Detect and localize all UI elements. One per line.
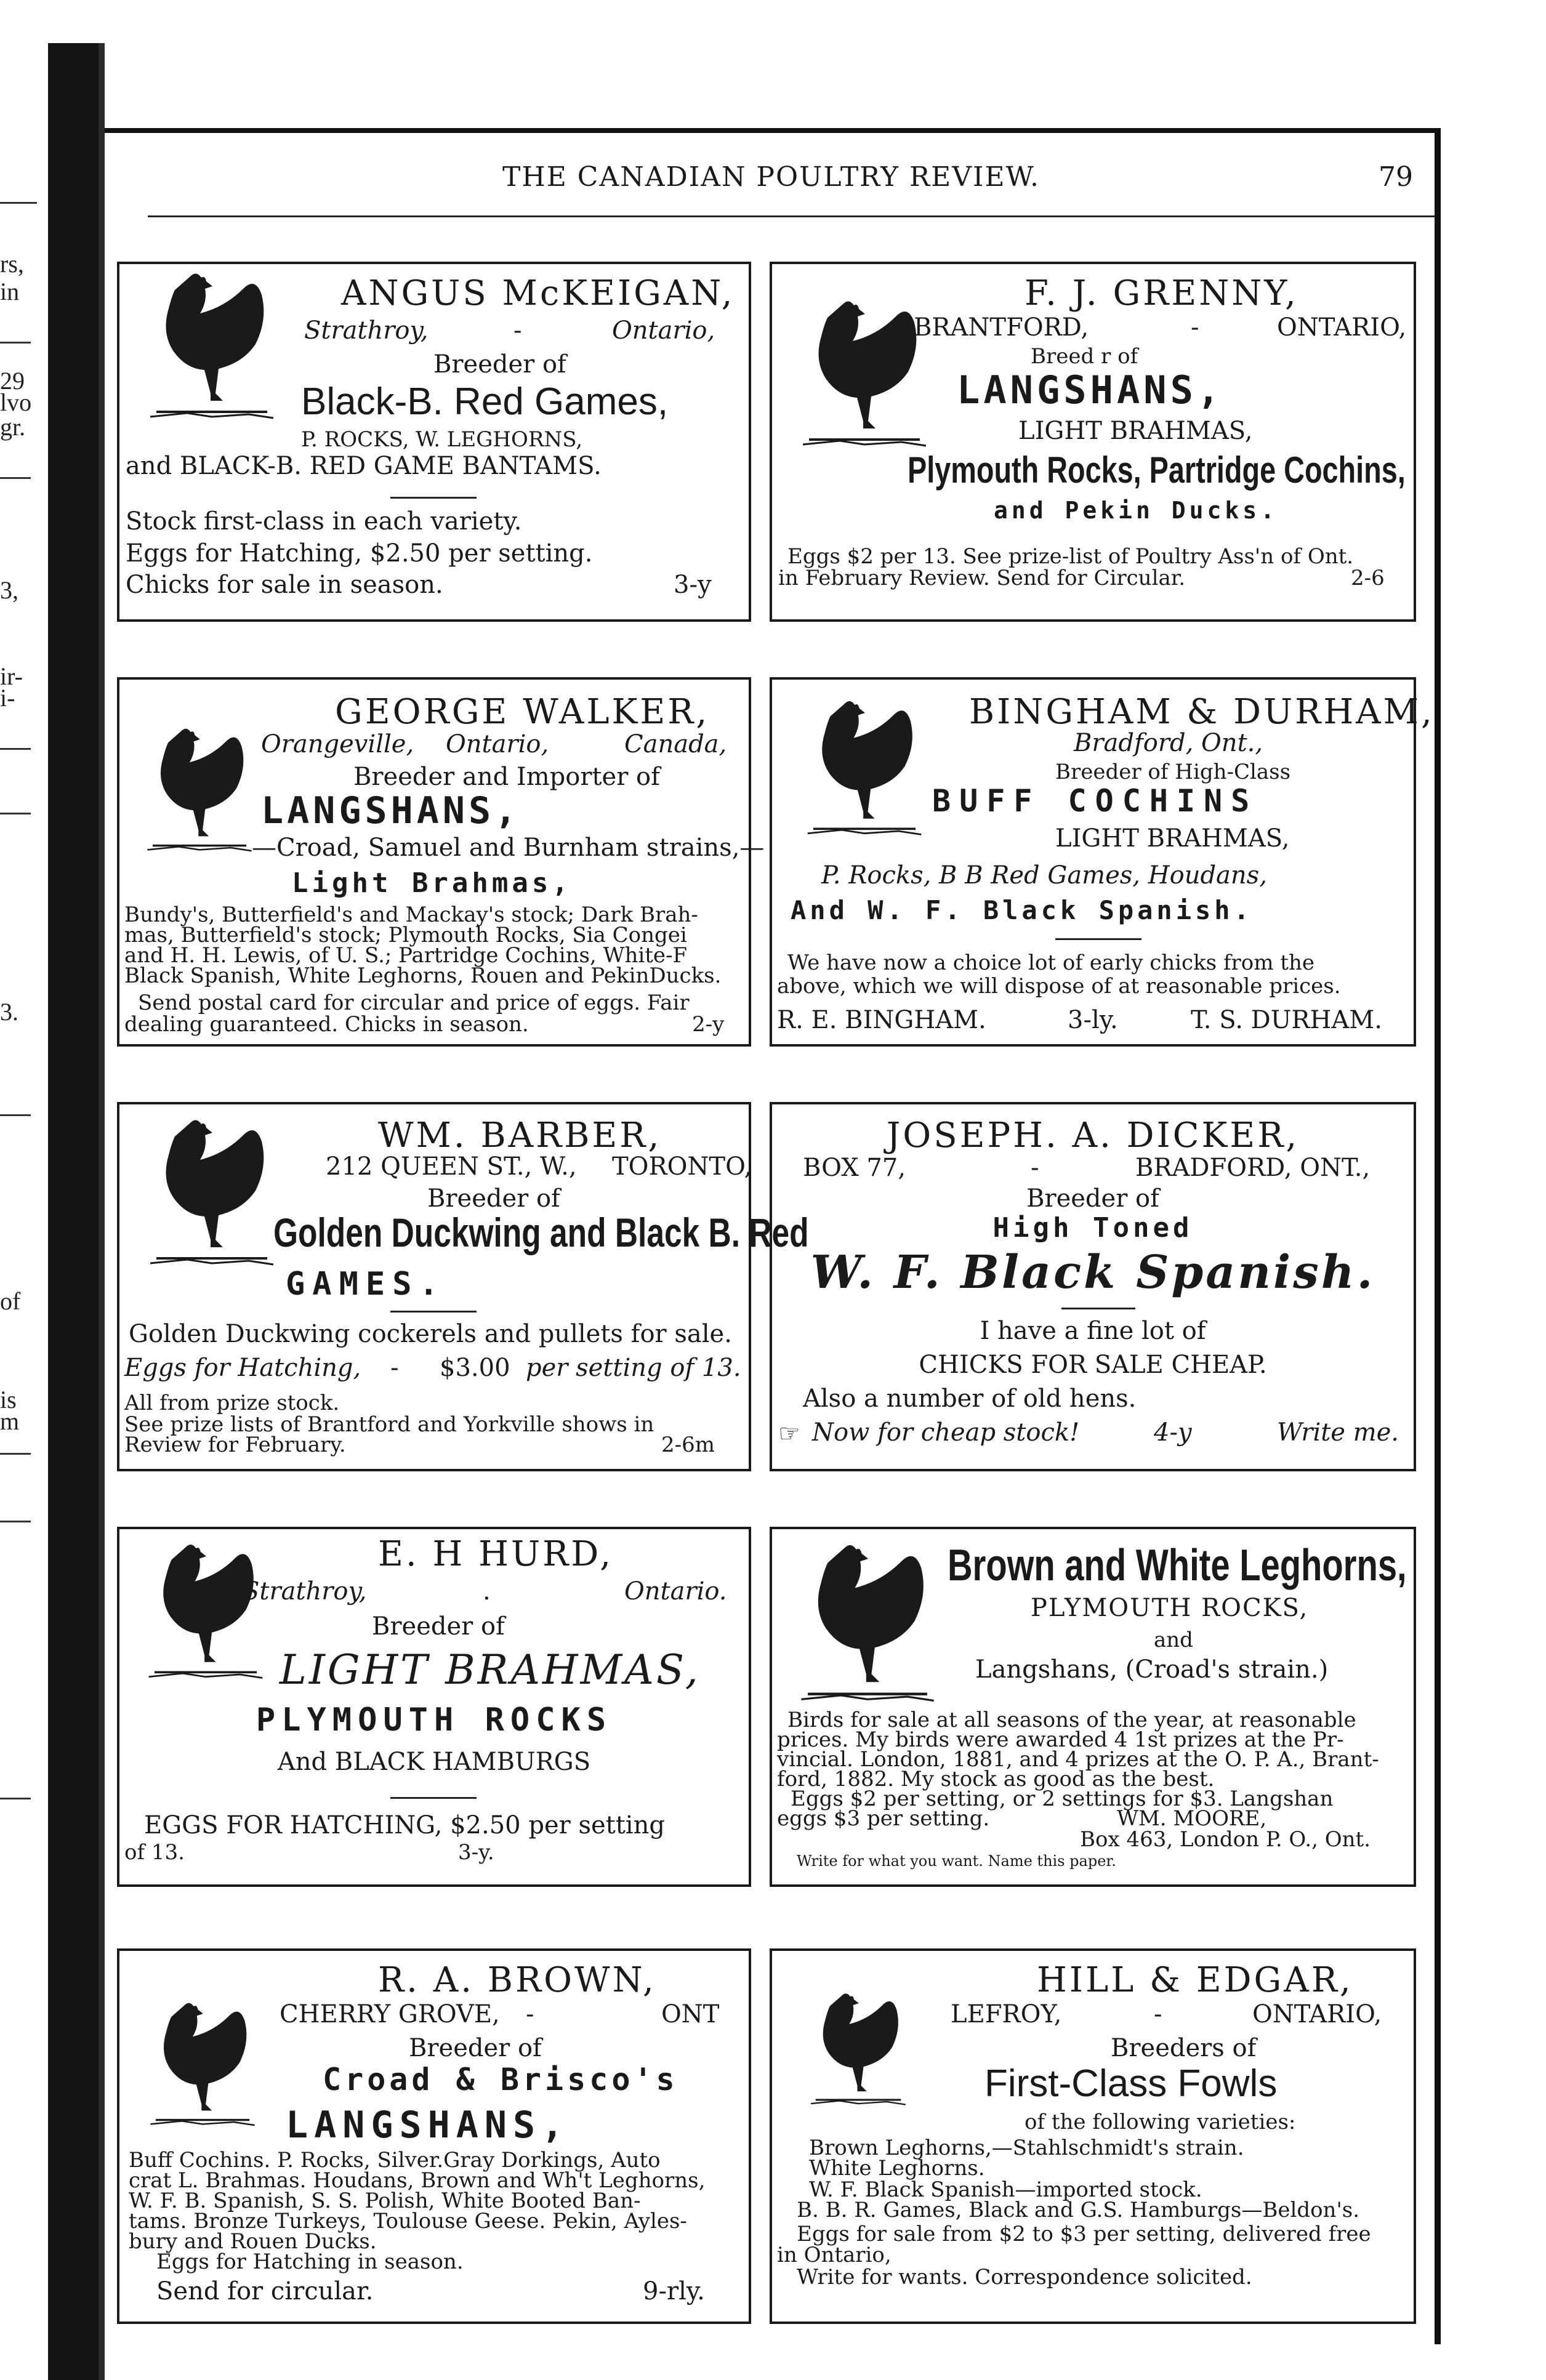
page-frame-top bbox=[105, 128, 1438, 133]
breeder-name: R. A. BROWN, bbox=[378, 1960, 656, 2000]
ad-line: of the following varieties: bbox=[1025, 2110, 1296, 2134]
ad-line: And BLACK HAMBURGS bbox=[277, 1748, 591, 1776]
ad-line: W. F. Black Spanish—imported stock. bbox=[809, 2177, 1202, 2202]
signature: T. S. DURHAM. bbox=[1191, 1006, 1382, 1034]
margin-rule bbox=[0, 202, 37, 204]
ad-line: and BLACK-B. RED GAME BANTAMS. bbox=[126, 452, 602, 480]
margin-rule bbox=[0, 1798, 31, 1799]
margin-fragment: rs, bbox=[0, 250, 24, 278]
ad-line: vincial. London, 1881, and 4 prizes at the O. P. A., Brant- bbox=[777, 1747, 1379, 1772]
margin-rule bbox=[0, 1114, 31, 1116]
margin-fragment: 3, bbox=[0, 576, 18, 604]
margin-rule bbox=[0, 477, 31, 479]
journal-title: THE CANADIAN POULTRY REVIEW. bbox=[502, 161, 1041, 193]
margin-fragment: ir- bbox=[0, 662, 23, 690]
ad-line: Chicks for sale in season. bbox=[126, 571, 443, 599]
margin-fragment: lvo bbox=[0, 388, 32, 416]
ad-headline: First-Class Fowls bbox=[984, 2062, 1278, 2105]
ad-line-bold: Plymouth Rocks, Partridge Cochins, bbox=[908, 449, 1406, 491]
margin-fragment: m bbox=[0, 1407, 20, 1435]
breeder-of-label: Breeder of bbox=[433, 350, 566, 379]
ad-line: —Croad, Samuel and Burnham strains,— bbox=[252, 834, 765, 862]
ad-line: P. Rocks, B B Red Games, Houdans, bbox=[821, 861, 1267, 890]
ad-headline: Croad & Brisco's bbox=[323, 2062, 678, 2097]
ad-line: P. ROCKS, W. LEGHORNS, bbox=[301, 427, 583, 452]
ad-line: W. F. B. Spanish, S. S. Polish, White Booted Ban- bbox=[129, 2189, 641, 2213]
ad-line: Langshans, (Croad's strain.) bbox=[975, 1655, 1329, 1684]
margin-fragment: is bbox=[0, 1386, 17, 1413]
breeder-name: JOSEPH. A. DICKER, bbox=[886, 1116, 1300, 1156]
ad-line: and H. H. Lewis, of U. S.; Partridge Cochins, White-F bbox=[124, 943, 688, 968]
province: ONT bbox=[661, 2000, 720, 2028]
ad-headline: BUFF COCHINS bbox=[932, 783, 1258, 819]
ad-line: bury and Rouen Ducks. bbox=[129, 2229, 377, 2254]
breeder-name: ANGUS McKEIGAN, bbox=[341, 273, 735, 313]
separator bbox=[1061, 1308, 1135, 1309]
ad-line: Birds for sale at all seasons of the year, at reasonable bbox=[787, 1708, 1356, 1732]
ad-line: ford, 1882. My stock as good as the best. bbox=[777, 1767, 1215, 1791]
ad-code: 2-6m bbox=[661, 1433, 715, 1457]
ad-eh-hurd bbox=[117, 1527, 751, 1887]
eggs-label: Eggs for Hatching, bbox=[124, 1354, 361, 1382]
ad-line: Also a number of old hens. bbox=[803, 1385, 1137, 1413]
ad-footnote: Write for what you want. Name this paper. bbox=[797, 1852, 1116, 1870]
ad-line: We have now a choice lot of early chicks from the bbox=[787, 951, 1315, 975]
ad-line: in February Review. Send for Circular. bbox=[778, 566, 1186, 590]
ad-line: above, which we will dispose of at reasonable prices. bbox=[777, 974, 1341, 999]
margin-fragment: 29 bbox=[0, 367, 25, 395]
separator bbox=[390, 1311, 477, 1313]
rooster-illustration bbox=[781, 1535, 954, 1720]
dash: - bbox=[390, 1354, 399, 1382]
ad-line: Stock first-class in each variety. bbox=[126, 507, 522, 536]
ad-line: EGGS FOR HATCHING, $2.50 per setting bbox=[144, 1811, 665, 1839]
town: Strathroy, bbox=[243, 1577, 367, 1606]
town: BRANTFORD, bbox=[914, 313, 1089, 342]
ad-code: 3-y bbox=[674, 571, 712, 599]
header-rule bbox=[148, 215, 1435, 217]
breeder-of-label: Breeder and Importer of bbox=[353, 763, 660, 791]
pointing-hand-icon: ☞ bbox=[778, 1420, 800, 1448]
ad-line: Write for wants. Correspondence solicited. bbox=[797, 2265, 1252, 2290]
margin-fragment: in bbox=[0, 278, 20, 305]
dash: - bbox=[1031, 1154, 1039, 1182]
margin-fragment: gr. bbox=[0, 413, 26, 441]
margin-rule bbox=[0, 1453, 31, 1455]
ad-line: mas, Butterfield's stock; Plymouth Rocks, Sia Congei bbox=[124, 923, 687, 947]
ad-line: crat L. Brahmas. Houdans, Brown and Wh't Leghorns, bbox=[129, 2168, 706, 2193]
breeder-name: HILL & EDGAR, bbox=[1037, 1960, 1353, 2000]
address: Box 463, London P. O., Ont. bbox=[1080, 1827, 1371, 1852]
separator bbox=[390, 1797, 477, 1799]
ad-line: And W. F. Black Spanish. bbox=[791, 895, 1253, 925]
breeder-of-label: Breeder of bbox=[409, 2034, 542, 2062]
breeder-name: WM. BARBER, bbox=[378, 1116, 662, 1156]
ad-line: Eggs $2 per 13. See prize-list of Poultry Ass'n of Ont. bbox=[787, 544, 1354, 569]
breeder-name: BINGHAM & DURHAM, bbox=[969, 692, 1435, 732]
ad-code: 3-y. bbox=[458, 1840, 494, 1865]
town: BRADFORD, ONT., bbox=[1135, 1154, 1371, 1182]
breeder-name: GEORGE WALKER, bbox=[335, 692, 710, 732]
ad-wm-moore bbox=[770, 1527, 1416, 1887]
ad-line: Review for February. bbox=[124, 1433, 346, 1457]
ad-headline: Golden Duckwing and Black B. Red bbox=[273, 1210, 809, 1255]
eggs-tail: per setting of 13. bbox=[526, 1354, 741, 1382]
province: Ontario. bbox=[624, 1577, 727, 1606]
town: Orangeville, bbox=[261, 730, 414, 758]
ad-code: 2-y bbox=[692, 1012, 725, 1037]
ad-line: of 13. bbox=[124, 1840, 185, 1865]
town: Strathroy, bbox=[304, 316, 429, 345]
ad-headline-breed: PLYMOUTH ROCKS bbox=[256, 1702, 613, 1739]
dash: - bbox=[1191, 313, 1199, 342]
ad-line: and bbox=[1154, 1628, 1193, 1652]
dash: - bbox=[526, 2000, 534, 2028]
rooster-illustration bbox=[784, 279, 944, 476]
province: ONTARIO, bbox=[1277, 313, 1407, 342]
ad-headline: High Toned bbox=[992, 1212, 1193, 1244]
separator bbox=[390, 497, 477, 499]
breeder-of-label: Breeder of bbox=[427, 1184, 560, 1213]
ad-line: Eggs for sale from $2 to $3 per setting, delivered free bbox=[797, 2222, 1371, 2246]
separator bbox=[1055, 938, 1141, 940]
margin-rule bbox=[0, 1521, 31, 1522]
ad-george-walker bbox=[117, 677, 765, 1047]
ad-line: eggs $3 per setting. bbox=[777, 1806, 990, 1831]
breeder-name: E. H HURD, bbox=[378, 1534, 614, 1574]
breeder-name: F. J. GRENNY, bbox=[1025, 273, 1298, 313]
breeder-of-label: Breed r of bbox=[1031, 344, 1138, 369]
rooster-illustration bbox=[135, 1988, 270, 2148]
ad-code: 3-ly. bbox=[1068, 1006, 1118, 1034]
ad-line: CHICKS FOR SALE CHEAP. bbox=[919, 1351, 1267, 1379]
ad-line: Eggs for Hatching, $2.50 per setting. bbox=[126, 539, 593, 568]
province: ONTARIO, bbox=[1252, 2000, 1382, 2028]
city: TORONTO, bbox=[612, 1152, 752, 1181]
ad-line: Write me. bbox=[1277, 1418, 1399, 1447]
ad-line: LIGHT BRAHMAS, bbox=[1018, 417, 1253, 445]
town: CHERRY GROVE, bbox=[280, 2000, 500, 2028]
province: Ontario, bbox=[612, 316, 715, 345]
rooster-illustration bbox=[797, 1976, 920, 2129]
ad-line: and Pekin Ducks. bbox=[994, 497, 1279, 524]
ad-line: Brown Leghorns,—Stahlschmidt's strain. bbox=[809, 2136, 1244, 2160]
breeder-of-label: Breeders of bbox=[1111, 2034, 1257, 2062]
ad-headline: LIGHT BRAHMAS, bbox=[280, 1646, 701, 1694]
ad-headline: LANGSHANS, bbox=[261, 789, 521, 832]
ad-ra-brown bbox=[117, 1948, 751, 2324]
ad-line: Black Spanish, White Leghorns, Rouen and PekinDucks. bbox=[124, 963, 722, 988]
dot: . bbox=[483, 1577, 491, 1606]
ad-line: prices. My birds were awarded 4 1st prizes at the Pr- bbox=[777, 1727, 1344, 1752]
ad-line: PLYMOUTH ROCKS, bbox=[1031, 1594, 1309, 1622]
ad-hill-edgar bbox=[770, 1948, 1416, 2324]
binding-shadow bbox=[99, 43, 105, 2380]
ad-headline-games: GAMES. bbox=[286, 1266, 446, 1303]
rooster-illustration bbox=[791, 692, 938, 852]
ad-line: B. B. R. Games, Black and G.S. Hamburgs—Beldon's. bbox=[797, 2198, 1360, 2222]
ad-line: All from prize stock. bbox=[124, 1391, 340, 1415]
ad-angus-mckeigan bbox=[117, 262, 751, 622]
ad-line: tams. Bronze Turkeys, Toulouse Geese. Pekin, Ayles- bbox=[129, 2209, 687, 2233]
ad-line: Now for cheap stock! bbox=[812, 1418, 1080, 1447]
town: Bradford, Ont., bbox=[1074, 729, 1263, 757]
breeder-of-label: Breeder of bbox=[372, 1612, 505, 1641]
signature: R. E. BINGHAM. bbox=[777, 1006, 986, 1034]
breeder-of-label: Breeder of High-Class bbox=[1055, 760, 1291, 784]
margin-rule bbox=[0, 748, 31, 750]
ad-code: 4-y bbox=[1154, 1418, 1192, 1447]
ad-code: 2-6 bbox=[1351, 566, 1385, 590]
ad-line: Send for circular. bbox=[156, 2277, 374, 2306]
page-frame-right bbox=[1435, 128, 1441, 2344]
ad-headline: Black-B. Red Games, bbox=[301, 380, 669, 423]
rooster-illustration bbox=[132, 270, 292, 430]
margin-rule bbox=[0, 342, 31, 344]
margin-fragment: 3. bbox=[0, 998, 18, 1026]
binding-edge bbox=[48, 43, 101, 2380]
page-number: 79 bbox=[1379, 161, 1413, 193]
ad-line: LIGHT BRAHMAS, bbox=[1055, 824, 1290, 853]
ad-line: Buff Cochins. P. Rocks, Silver.Gray Dorkings, Auto bbox=[129, 2148, 661, 2173]
country: Canada, bbox=[624, 730, 727, 758]
eggs-price: $3.00 bbox=[440, 1354, 510, 1382]
rooster-illustration bbox=[132, 714, 267, 874]
dash: - bbox=[1154, 2000, 1162, 2028]
breeder-of-label: Breeder of bbox=[1026, 1184, 1159, 1213]
ad-code: 9-rly. bbox=[643, 2277, 705, 2306]
margin-fragment: of bbox=[0, 1287, 21, 1315]
ad-line: Golden Duckwing cockerels and pullets for sale. bbox=[129, 1320, 732, 1348]
ad-joseph-dicker bbox=[770, 1102, 1416, 1471]
ad-line: in Ontario, bbox=[777, 2243, 892, 2267]
province: Ontario, bbox=[446, 730, 549, 758]
dash: - bbox=[513, 316, 522, 345]
town: LEFROY, bbox=[951, 2000, 1062, 2028]
ad-headline: Brown and White Leghorns, bbox=[948, 1541, 1407, 1590]
ad-wm-barber bbox=[117, 1102, 809, 1471]
ad-line: Eggs $2 per setting, or 2 settings for $3. Langshan bbox=[791, 1787, 1334, 1811]
margin-fragment: i- bbox=[0, 684, 15, 712]
ad-line: Bundy's, Butterfield's and Mackay's stock; Dark Brah- bbox=[124, 903, 698, 927]
rooster-illustration bbox=[132, 1532, 280, 1699]
ad-headline-breed: LANGSHANS, bbox=[286, 2104, 570, 2147]
signature: WM. MOORE, bbox=[1117, 1806, 1267, 1831]
ad-headline: LANGSHANS, bbox=[957, 368, 1224, 412]
ad-line: I have a fine lot of bbox=[980, 1317, 1206, 1345]
ad-line: dealing guaranteed. Chicks in season. bbox=[124, 1012, 529, 1037]
margin-rule bbox=[0, 813, 31, 814]
ad-bingham-durham bbox=[770, 677, 1435, 1047]
ad-line: Send postal card for circular and price of eggs. Fair bbox=[138, 991, 690, 1015]
ad-grenny bbox=[770, 262, 1416, 622]
ad-line: Eggs for Hatching in season. bbox=[156, 2249, 464, 2274]
ad-line: Light Brahmas, bbox=[292, 867, 572, 899]
ad-line: See prize lists of Brantford and Yorkville shows in bbox=[124, 1412, 654, 1437]
ad-line: White Leghorns. bbox=[809, 2156, 985, 2181]
box: BOX 77, bbox=[803, 1154, 906, 1182]
running-header bbox=[105, 161, 1438, 204]
rooster-illustration bbox=[132, 1117, 292, 1277]
ad-headline-breed: W. F. Black Spanish. bbox=[810, 1246, 1375, 1299]
street: 212 QUEEN ST., W., bbox=[326, 1152, 577, 1181]
